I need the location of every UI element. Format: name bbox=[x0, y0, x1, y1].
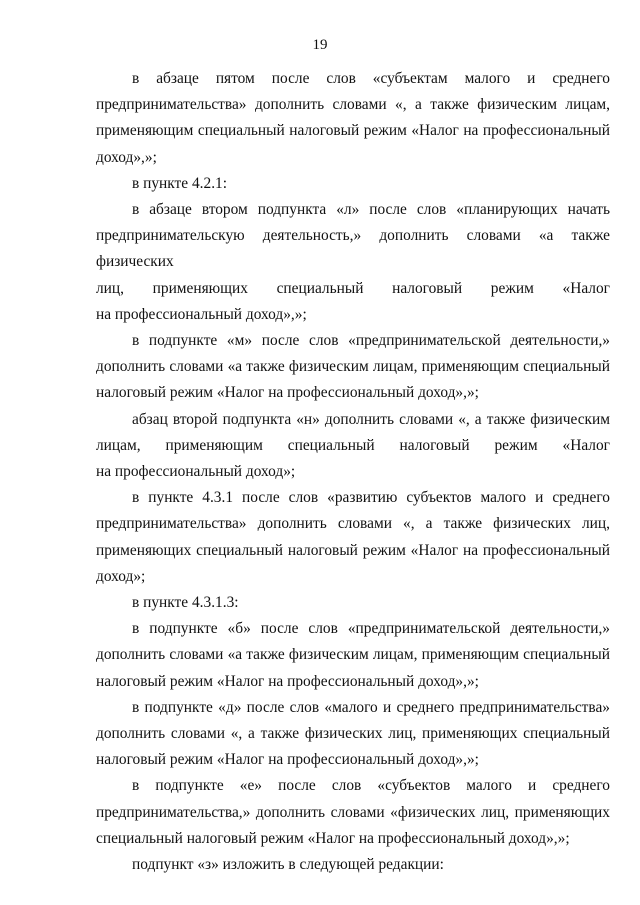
paragraph-line: налоговый режим «Налог на профессиональный доход»,»; bbox=[96, 384, 479, 402]
paragraph-line: предпринимательства» дополнить словами «, а также физических лиц, bbox=[96, 515, 610, 533]
paragraph-line: в абзаце втором подпункта «л» после слов «планирующих начать bbox=[132, 201, 610, 219]
paragraph-line: на профессиональный доход»,»; bbox=[96, 305, 307, 323]
page-number: 19 bbox=[312, 37, 328, 53]
paragraph-line: в пункте 4.2.1: bbox=[132, 174, 228, 192]
document-body bbox=[96, 66, 610, 878]
paragraph-line: на профессиональный доход»; bbox=[96, 463, 296, 481]
paragraph-line: в пункте 4.3.1 после слов «развитию субъектов малого и среднего bbox=[132, 489, 610, 507]
paragraph-line: в пункте 4.3.1.3: bbox=[132, 594, 239, 612]
paragraph-line: дополнить словами «а также физическим лицам, применяющим специальный bbox=[96, 358, 610, 376]
paragraph-line: в подпункте «м» после слов «предпринимательской деятельности,» bbox=[132, 332, 610, 350]
paragraph-line: применяющим специальный налоговый режим «Налог на профессиональный bbox=[96, 122, 610, 140]
paragraph-line: доход»; bbox=[96, 567, 146, 585]
paragraph bbox=[96, 328, 610, 407]
paragraph bbox=[96, 197, 610, 328]
paragraph-line: дополнить словами «, а также физических лиц, применяющих специальный bbox=[96, 725, 610, 743]
paragraph bbox=[96, 695, 610, 774]
paragraph-line: предпринимательскую деятельность,» дополнить словами «а также физических bbox=[96, 227, 610, 271]
paragraph bbox=[96, 616, 610, 695]
paragraph-line: налоговый режим «Налог на профессиональный доход»,»; bbox=[96, 672, 479, 690]
paragraph bbox=[96, 66, 610, 171]
paragraph bbox=[96, 407, 610, 486]
paragraph bbox=[96, 590, 610, 616]
paragraph-line: доход»,»; bbox=[96, 148, 157, 166]
paragraph-line: лиц, применяющих специальный налоговый режим «Налог bbox=[96, 279, 610, 297]
paragraph-line: в подпункте «д» после слов «малого и среднего предпринимательства» bbox=[132, 698, 610, 716]
paragraph-line: в подпункте «е» после слов «субъектов малого и среднего bbox=[132, 777, 610, 795]
paragraph-line: применяющих специальный налоговый режим «Налог на профессиональный bbox=[96, 541, 610, 559]
paragraph bbox=[96, 171, 610, 197]
paragraph-line: подпункт «з» изложить в следующей редакции: bbox=[132, 856, 444, 874]
paragraph-line: в абзаце пятом после слов «субъектам малого и среднего bbox=[132, 70, 610, 87]
paragraph-line: специальный налоговый режим «Налог на профессиональный доход»,»; bbox=[96, 829, 570, 847]
paragraph-line: предпринимательства,» дополнить словами «физических лиц, применяющих bbox=[96, 803, 610, 821]
paragraph-line: предпринимательства» дополнить словами «, а также физическим лицам, bbox=[96, 96, 610, 114]
paragraph bbox=[96, 852, 610, 878]
paragraph-line: налоговый режим «Налог на профессиональный доход»,»; bbox=[96, 751, 479, 769]
paragraph-line: дополнить словами «а также физическим лицам, применяющим специальный bbox=[96, 646, 610, 664]
paragraph bbox=[96, 485, 610, 590]
paragraph-line: в подпункте «б» после слов «предпринимательской деятельности,» bbox=[132, 620, 610, 638]
paragraph-line: лицам, применяющим специальный налоговый режим «Налог bbox=[96, 436, 610, 454]
paragraph-line: абзац второй подпункта «н» дополнить словами «, а также физическим bbox=[132, 410, 610, 428]
paragraph bbox=[96, 773, 610, 852]
